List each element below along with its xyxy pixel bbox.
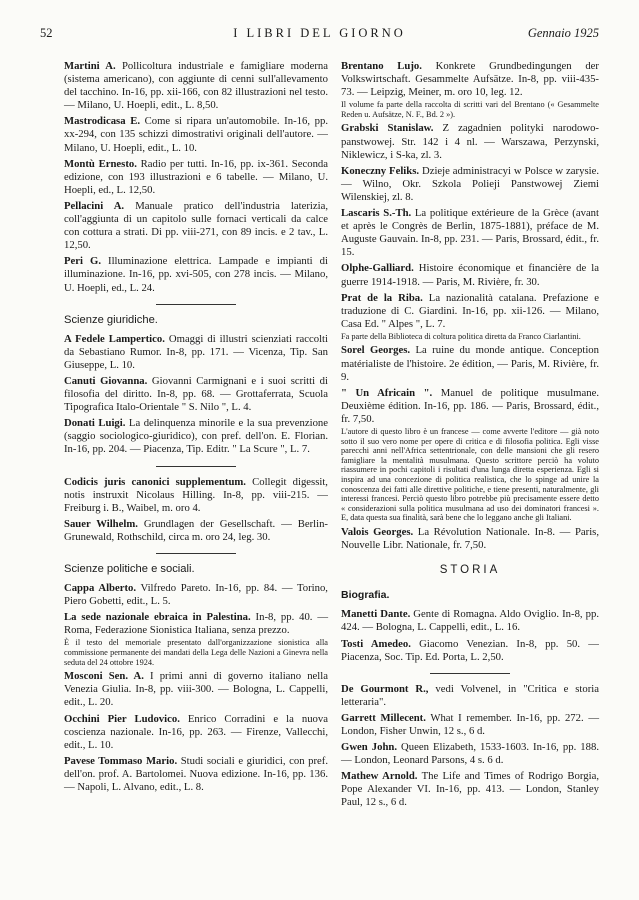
entry-details: What I remember. In-16, pp. 272. — London, Fisher Unwin, 12 s., 6 d. bbox=[341, 711, 600, 737]
bibliography-entry bbox=[64, 375, 328, 414]
entry-heading: Sauer Wilhelm. bbox=[64, 517, 138, 530]
entry-heading: Garrett Millecent. bbox=[341, 711, 426, 724]
entry-heading: Sorel Georges. bbox=[341, 344, 411, 357]
entry-heading: Mosconi Sen. A. bbox=[64, 670, 144, 683]
entry-heading: De Gourmont R., bbox=[341, 682, 429, 695]
entry-details: Gente di Romagna. Aldo Oviglio. In-8, pp. 424. — Bologna, L. Cappelli, edit., L. 16. bbox=[341, 608, 600, 634]
entry-details: Giacomo Venezian. In-8, pp. 50. — Piacenza, Soc. Tip. Ed. Porta, L. 2,50. bbox=[341, 637, 599, 663]
entry-heading: Cappa Alberto. bbox=[64, 582, 137, 595]
entry-details: Histoire économique et financière de la guerre 1914-1918. — Paris, M. Rivière, fr. 30. bbox=[341, 262, 599, 288]
bibliography-entry bbox=[64, 417, 328, 456]
entry-heading: Canuti Giovanna. bbox=[64, 374, 148, 387]
section-title: Scienze giuridiche. bbox=[64, 313, 158, 326]
entry-heading: Grabski Stanislaw. bbox=[341, 122, 434, 135]
bibliography-entry bbox=[64, 670, 328, 709]
entry-details: Konkrete Grundbedingungen der Volkswirtschaft. Gesammelte Aufsätze. In-8, pp. viii-435-73. — Leipzig, Meiner, m. oro 10, leg. 12. bbox=[341, 60, 599, 99]
entry-heading: A Fedele Lampertico. bbox=[64, 332, 165, 345]
entry-details: Illuminazione elettrica. Lampade e impianti di illuminazione. In-16, pp. xvi-505, con 278 incis. — Milano, U. Hoepli, ed., L. 24. bbox=[64, 255, 328, 294]
bibliography-entry bbox=[64, 582, 328, 608]
entry-heading: Mathew Arnold. bbox=[341, 770, 418, 783]
list-block bbox=[341, 608, 599, 663]
bibliography-entry bbox=[64, 158, 328, 197]
entry-heading: Valois Georges. bbox=[341, 525, 414, 538]
entry-details: La politique extérieure de la Grèce (avant et après le Congrès de Berlin, 1875-1881), préface de M. Auguste Gauvain. In-8, pp. 231. — Paris, Brossard, édit., fr. 15. bbox=[341, 207, 600, 259]
entry-details: The Life and Times of Rodrigo Borgia, Pope Alexander VI. In-16, pp. 413. — London, Stanley Paul, 12 s., 6 d. bbox=[341, 770, 599, 809]
entry-details: Giovanni Carmignani e i suoi scritti di filosofia del diritto. In-8, pp. 68. — Grottaferrata, Scuola Tipografica Italo-Orientale " S. Nilo ", L. 4. bbox=[64, 374, 328, 414]
entry-heading: Olphe-Galliard. bbox=[341, 262, 414, 275]
entry-heading: Donati Luigi. bbox=[64, 417, 126, 430]
entry-details: Enrico Corradini e la nuova coscienza nazionale. In-16, pp. 263. — Firenze, Vallecchi, edit., L. 10. bbox=[64, 712, 328, 751]
bibliography-entry bbox=[64, 255, 328, 294]
bibliography-entry bbox=[341, 207, 599, 259]
left-column bbox=[64, 60, 328, 797]
entry-heading: Prat de la Riba. bbox=[341, 291, 423, 304]
entry-heading: Montù Ernesto. bbox=[64, 157, 137, 170]
list-block bbox=[64, 476, 328, 544]
bibliography-entry bbox=[64, 713, 328, 752]
entry-heading: Occhini Pier Ludovico. bbox=[64, 712, 180, 725]
entry-details: Z zagadnien polityki narodowo-panstwowej. Str. 142 i 4 nl. — Warszawa, Perzynski, Niklewicz, i S-ka, zl. 3. bbox=[341, 122, 599, 161]
divider bbox=[430, 673, 510, 674]
list-block bbox=[64, 60, 328, 295]
bibliography-entry bbox=[341, 292, 599, 342]
entry-heading: Manetti Dante. bbox=[341, 608, 411, 621]
issue-date: Gennaio 1925 bbox=[527, 26, 599, 40]
bibliography-entry bbox=[64, 200, 328, 252]
running-header bbox=[40, 26, 599, 44]
entry-heading: Koneczny Feliks. bbox=[341, 164, 420, 177]
bibliography-entry bbox=[64, 115, 328, 154]
list-block bbox=[341, 60, 599, 552]
entry-details: Dzieje administracyi w Polsce w zarysie. — Wilno, Okr. Szkola Polieji Panstwowej Ziemi Wilenskiej, zl. 8. bbox=[341, 164, 599, 203]
entry-details: vedi Volvenel, in "Critica e storia letteraria". bbox=[341, 682, 599, 708]
list-block bbox=[64, 582, 328, 794]
bibliography-entry bbox=[64, 333, 328, 372]
bibliography-entry bbox=[341, 741, 599, 767]
entry-heading: Martini A. bbox=[64, 60, 116, 72]
entry-details: Pollicoltura industriale e famigliare moderna (sistema americano), con aggiunte di cenni sull'allevamento del tacchino. In-16, pp. xii-166, con 82 illustrazioni nel testo. — Milano, U. Hoepli, edit., L. 8,50. bbox=[64, 60, 329, 112]
entry-details: La nazionalità catalana. Prefazione e traduzione di C. Giardini. In-16, pp. xii-126. — Milano, Casa Ed. " Alpes ", L. 7. bbox=[341, 291, 600, 330]
entry-details: La ruine du monde antique. Conception matérialiste de l'histoire. 2e édition, — Paris, M. Rivière, fr. 9. bbox=[341, 344, 599, 383]
entry-details: Manuel de politique musulmane. Deuxième édition. In-16, pp. 186. — Paris, Brossard, édit., fr. 7,50. bbox=[341, 386, 599, 425]
entry-heading: Gwen John. bbox=[341, 741, 397, 754]
page-number: 52 bbox=[40, 26, 53, 40]
bibliography-entry bbox=[341, 344, 599, 383]
bibliography-entry bbox=[64, 476, 328, 515]
bibliography-entry bbox=[341, 712, 599, 738]
divider bbox=[156, 304, 236, 305]
bibliography-entry bbox=[64, 755, 328, 794]
entry-details: Queen Elizabeth, 1533-1603. In-16, pp. 188. — London, Leonard Parsons, 4 s. 6 d. bbox=[341, 741, 599, 767]
entry-note: È il testo del memoriale presentato dall'organizzazione sionistica alla commissione permanente dei mandati della Lega delle Nazioni a Ginevra nella seduta del 24 ottobre 1924. bbox=[64, 638, 328, 667]
bibliography-entry bbox=[341, 387, 599, 523]
entry-heading: Peri G. bbox=[64, 255, 101, 268]
entry-heading: Pellacini A. bbox=[64, 199, 125, 212]
entry-details: Studi sociali e giuridici, con pref. dell'on. prof. A. Bartolomei. Nuova edizione. In-16, pp. 136. — Napoli, L. Alvano, edit., L. 8. bbox=[64, 754, 328, 793]
entry-details: Collegit digessit, notis instruxit Nicolaus Hilling. In-8, pp. viii-215. — Freiburg i. B., Waibel, m. oro 4. bbox=[64, 475, 328, 514]
entry-heading: Tosti Amedeo. bbox=[341, 637, 411, 650]
list-block bbox=[64, 333, 328, 457]
entry-details: Omaggi di illustri scienziati raccolti da Sebastiano Rumor. In-8, pp. 171. — Vicenza, Tip. San Giuseppe, L. 10. bbox=[64, 332, 328, 371]
entry-details: I primi anni di governo italiano nella Venezia Giulia. In-8, pp. viii-300. — Bologna, L. Cappelli, edit., L. 20. bbox=[64, 670, 328, 709]
entry-details: Grundlagen der Gesellschaft. — Berlin-Grunewald, Rothschild, circa m. oro 24, leg. 30. bbox=[64, 517, 328, 543]
entry-heading: Brentano Lujo. bbox=[341, 60, 422, 72]
entry-details: Manuale pratico dell'industria laterizia, coll'aggiunta di un capitolo sulle fornaci verticali da calce con cottura a strati. Di pp. viii-271, con 89 incis. e 2 tav., L. 12,50. bbox=[64, 199, 329, 252]
entry-heading: La sede nazionale ebraica in Palestina. bbox=[64, 611, 251, 624]
entry-note: Fa parte della Biblioteca di coltura politica diretta da Franco Ciarlantini. bbox=[341, 331, 581, 341]
bibliography-entry bbox=[341, 770, 599, 809]
entry-heading: " Un Africain ". bbox=[341, 386, 433, 399]
bibliography-entry bbox=[341, 165, 599, 204]
entry-details: La delinquenza minorile e la sua prevenzione (saggio sociologico-giuridico), con pref. dell'on. E. Florian. In-16, pp. 204. — Piacenza, Tip. Editr. " La Scure ", L. 7. bbox=[64, 417, 329, 456]
divider bbox=[156, 553, 236, 554]
entry-details: Vilfredo Pareto. In-16, pp. 84. — Torino, Piero Gobetti, edit., L. 5. bbox=[64, 582, 328, 608]
entry-details: In-8, pp. 40. — Roma, Federazione Sionistica Italiana, senza prezzo. bbox=[64, 611, 329, 637]
divider bbox=[156, 466, 236, 467]
section-title: Scienze politiche e sociali. bbox=[64, 563, 195, 575]
section-title: STORIA bbox=[439, 564, 501, 577]
bibliography-entry bbox=[64, 611, 328, 667]
journal-title: I LIBRI DEL GIORNO bbox=[233, 26, 406, 40]
bibliography-entry bbox=[64, 518, 328, 544]
bibliography-entry bbox=[341, 262, 599, 288]
bibliography-entry bbox=[341, 60, 599, 119]
entry-heading: Mastrodicasa E. bbox=[64, 115, 140, 128]
entry-heading: Codicis juris canonici supplementum. bbox=[64, 475, 246, 488]
list-block bbox=[341, 683, 599, 810]
bibliography-entry bbox=[341, 526, 599, 552]
entry-details: Radio per tutti. In-16, pp. ix-361. Seconda edizione, con 193 illustrazioni e 6 tabelle. — Milano, U. Hoepli, ed., L. 12,50. bbox=[64, 157, 329, 196]
bibliography-entry bbox=[341, 608, 599, 634]
entry-details: Come si ripara un'automobile. In-16, pp. xx-294, con 135 schizzi dimostrativi originali dell'autore. — Milano, U. Hoepli, edit., L. 10. bbox=[64, 115, 328, 154]
entry-heading: Pavese Tommaso Mario. bbox=[64, 754, 178, 767]
bibliography-entry bbox=[64, 60, 328, 112]
bibliography-entry bbox=[341, 122, 599, 161]
right-column bbox=[341, 60, 599, 813]
bibliography-entry bbox=[341, 638, 599, 664]
entry-note: Il volume fa parte della raccolta di scritti vari del Brentano (« Gesammelte Reden u. Aufsätze, N. F., Bd. 2 »). bbox=[341, 100, 599, 119]
subsection-title: Biografia. bbox=[341, 589, 390, 602]
entry-note: L'autore di questo libro è un francese — come avverte l'editore — già noto sotto il suo vero nome per opere di critica e di filosofia politica. Egli visse parecchi anni nell'Africa settentrionale, con delle mansioni che gli resero famigliare la mentalità musulmana. Questo scrittore perciò ha voluto riassumere in pochi capitoli i risultati d'una lunga diretta esperienza. Egli si inspira ad una concezione di politica realistica, che lo spinge ad unire la conoscenza dei fatti alle direttive politiche, e tiene presenti, naturalmente, gli interessi francesi. Perciò questo libro potrebbe più precisamente essere detto « considerazioni sulla politica musulmana ad uso dei dominatori francesi ». E, data questa sua finalità, sarà bene che lo leggano anche gli Italiani. bbox=[341, 427, 599, 523]
entry-details: La Révolution Nationale. In-8. — Paris, Nouvelle Libr. Nationale, fr. 7,50. bbox=[341, 525, 599, 552]
entry-heading: Lascaris S.-Th. bbox=[341, 207, 412, 220]
bibliography-entry bbox=[341, 683, 599, 709]
